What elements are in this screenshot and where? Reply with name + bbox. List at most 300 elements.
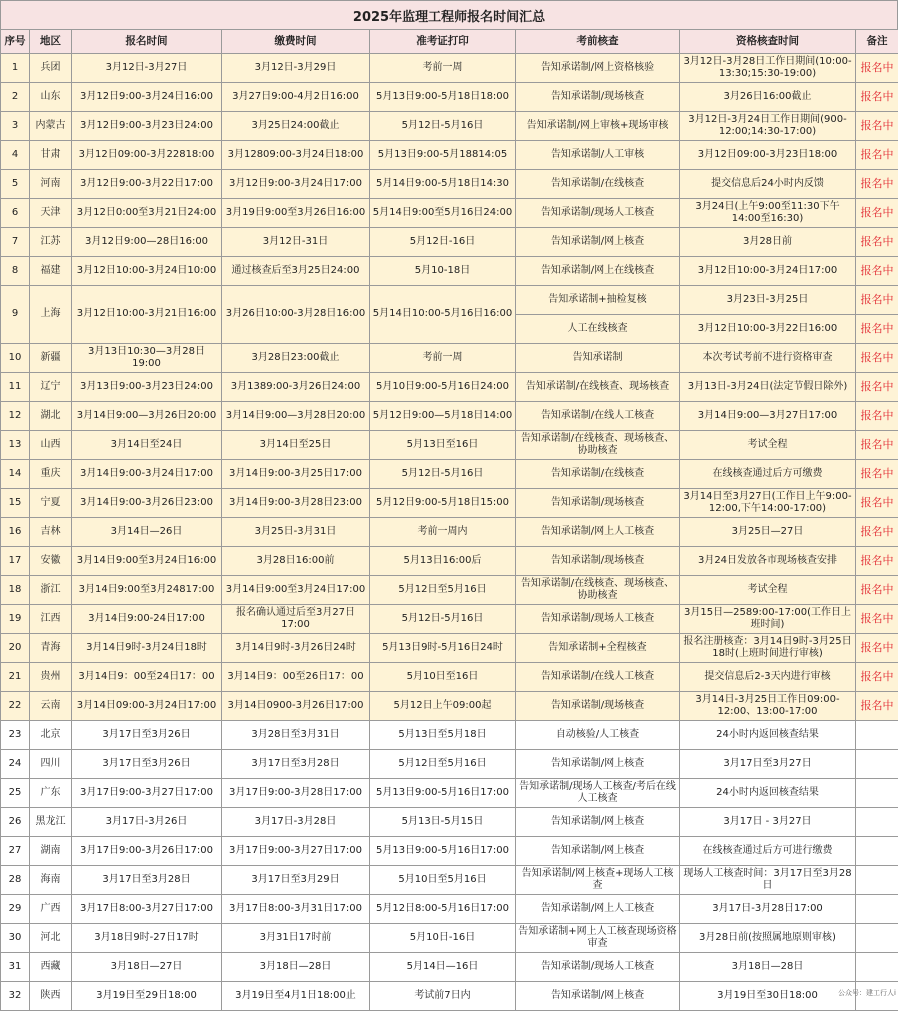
cell-qual: 现场人工核查时间：3月17日至3月28日 <box>680 866 856 895</box>
cell-reg: 3月14日09:00-3月24日17:00 <box>72 692 222 721</box>
cell-pay: 3月14日9:00—3月28日20:00 <box>222 402 370 431</box>
status-badge: 报名中 <box>856 663 898 692</box>
cell-no: 26 <box>1 808 30 837</box>
cell-check: 告知承诺制 <box>516 344 680 373</box>
cell-no: 8 <box>1 257 30 286</box>
cell-region: 安徽 <box>30 547 72 576</box>
cell-reg: 3月18日9时-27日17时 <box>72 924 222 953</box>
status-badge <box>856 721 898 750</box>
cell-check: 告知承诺制/现场人工核查 <box>516 953 680 982</box>
cell-region: 重庆 <box>30 460 72 489</box>
cell-qual: 24小时内返回核查结果 <box>680 721 856 750</box>
cell-check: 人工在线核查 <box>516 315 680 344</box>
cell-pay: 3月19日至4月1日18:00止 <box>222 982 370 1011</box>
table-row <box>1 692 898 721</box>
table-row <box>1 257 898 286</box>
cell-no: 12 <box>1 402 30 431</box>
cell-reg: 3月13日9:00-3月23日24:00 <box>72 373 222 402</box>
cell-region: 山西 <box>30 431 72 460</box>
cell-no: 23 <box>1 721 30 750</box>
cell-reg: 3月12日9:00-3月22日17:00 <box>72 170 222 199</box>
cell-no: 17 <box>1 547 30 576</box>
status-badge: 报名中 <box>856 257 898 286</box>
cell-qual: 3月17日-3月28日17:00 <box>680 895 856 924</box>
cell-no: 22 <box>1 692 30 721</box>
cell-no: 6 <box>1 199 30 228</box>
cell-pay: 3月17日至3月28日 <box>222 750 370 779</box>
cell-region: 新疆 <box>30 344 72 373</box>
cell-pay: 3月17日9:00-3月28日17:00 <box>222 779 370 808</box>
cell-reg: 3月17日-3月26日 <box>72 808 222 837</box>
cell-region: 广东 <box>30 779 72 808</box>
cell-qual: 3月17日 - 3月27日 <box>680 808 856 837</box>
cell-region: 宁夏 <box>30 489 72 518</box>
status-badge: 报名中 <box>856 170 898 199</box>
cell-reg: 3月12日9:00—28日16:00 <box>72 228 222 257</box>
status-badge: 报名中 <box>856 547 898 576</box>
table-row <box>1 808 898 837</box>
table-row <box>1 141 898 170</box>
status-badge: 报名中 <box>856 634 898 663</box>
cell-reg: 3月13日10:30—3月28日19:00 <box>72 344 222 373</box>
cell-qual: 3月23日-3月25日 <box>680 286 856 315</box>
cell-check: 告知承诺制/网上核查 <box>516 228 680 257</box>
table-body <box>1 54 898 1011</box>
cell-qual: 提交信息后2-3天内进行审核 <box>680 663 856 692</box>
cell-no: 5 <box>1 170 30 199</box>
table-row <box>1 373 898 402</box>
table-row <box>1 344 898 373</box>
cell-region: 兵团 <box>30 54 72 83</box>
cell-qual: 3月17日至3月27日 <box>680 750 856 779</box>
cell-qual: 24小时内返回核查结果 <box>680 779 856 808</box>
cell-check: 告知承诺制+全程核查 <box>516 634 680 663</box>
cell-ticket: 5月14日9:00-5月18日14:30 <box>370 170 516 199</box>
cell-ticket: 5月12日上午09:00起 <box>370 692 516 721</box>
table-row <box>1 576 898 605</box>
cell-check: 告知承诺制/网上核查+现场人工核查 <box>516 866 680 895</box>
status-badge <box>856 895 898 924</box>
cell-check: 告知承诺制/在线人工核查 <box>516 663 680 692</box>
cell-region: 山东 <box>30 83 72 112</box>
status-badge: 报名中 <box>856 83 898 112</box>
cell-check: 告知承诺制/现场核查 <box>516 547 680 576</box>
cell-ticket: 5月14日—16日 <box>370 953 516 982</box>
cell-region: 吉林 <box>30 518 72 547</box>
cell-ticket: 5月10日至5月16日 <box>370 866 516 895</box>
cell-ticket: 5月13日至16日 <box>370 431 516 460</box>
cell-reg: 3月12日10:00-3月21日16:00 <box>72 286 222 344</box>
cell-check: 告知承诺制/现场人工核查 <box>516 605 680 634</box>
cell-check: 告知承诺制/在线核查、现场核查、协助核查 <box>516 431 680 460</box>
cell-check: 告知承诺制+抽检复核 <box>516 286 680 315</box>
cell-qual: 3月18日—28日 <box>680 953 856 982</box>
table-row <box>1 199 898 228</box>
status-badge: 报名中 <box>856 315 898 344</box>
status-badge <box>856 779 898 808</box>
status-badge: 报名中 <box>856 605 898 634</box>
cell-qual: 3月25日—27日 <box>680 518 856 547</box>
cell-reg: 3月12日09:00-3月22818:00 <box>72 141 222 170</box>
table-row <box>1 547 898 576</box>
cell-pay: 3月12日-3月29日 <box>222 54 370 83</box>
footer-watermark: 公众号：建工行人i <box>838 988 896 998</box>
cell-reg: 3月14日—26日 <box>72 518 222 547</box>
table-row <box>1 431 898 460</box>
cell-no: 2 <box>1 83 30 112</box>
cell-check: 告知承诺制/在线核查、现场核查 <box>516 373 680 402</box>
cell-check: 自动核验/人工核查 <box>516 721 680 750</box>
table-row <box>1 228 898 257</box>
cell-ticket: 5月12日至5月16日 <box>370 750 516 779</box>
cell-check: 告知承诺制/网上审核+现场审核 <box>516 112 680 141</box>
cell-ticket: 5月12日9:00—5月18日14:00 <box>370 402 516 431</box>
cell-region: 四川 <box>30 750 72 779</box>
status-badge: 报名中 <box>856 460 898 489</box>
status-badge: 报名中 <box>856 344 898 373</box>
table-title: 2025年监理工程师报名时间汇总 <box>0 0 898 30</box>
cell-reg: 3月17日9:00-3月26日17:00 <box>72 837 222 866</box>
cell-pay: 3月12809:00-3月24日18:00 <box>222 141 370 170</box>
cell-no: 7 <box>1 228 30 257</box>
cell-pay: 3月14日9：00至26日17：00 <box>222 663 370 692</box>
cell-region: 上海 <box>30 286 72 344</box>
cell-pay: 通过核查后至3月25日24:00 <box>222 257 370 286</box>
cell-pay: 3月26日10:00-3月28日16:00 <box>222 286 370 344</box>
cell-region: 福建 <box>30 257 72 286</box>
cell-ticket: 考试前7日内 <box>370 982 516 1011</box>
cell-check: 告知承诺制/在线人工核查 <box>516 402 680 431</box>
cell-ticket: 考前一周 <box>370 344 516 373</box>
cell-no: 11 <box>1 373 30 402</box>
cell-region: 海南 <box>30 866 72 895</box>
cell-pay: 3月14日9:00至3月24日17:00 <box>222 576 370 605</box>
cell-pay: 3月14日至25日 <box>222 431 370 460</box>
cell-qual: 本次考试考前不进行资格审查 <box>680 344 856 373</box>
cell-region: 浙江 <box>30 576 72 605</box>
cell-region: 贵州 <box>30 663 72 692</box>
cell-pay: 3月17日9:00-3月27日17:00 <box>222 837 370 866</box>
cell-no: 4 <box>1 141 30 170</box>
cell-region: 黑龙江 <box>30 808 72 837</box>
table-row <box>1 779 898 808</box>
cell-ticket: 5月10日至16日 <box>370 663 516 692</box>
cell-check: 告知承诺制/现场核查 <box>516 83 680 112</box>
table-row <box>1 112 898 141</box>
cell-qual: 3月26日16:00截止 <box>680 83 856 112</box>
cell-pay: 报名确认通过后至3月27日17:00 <box>222 605 370 634</box>
cell-reg: 3月14日9:00-24日17:00 <box>72 605 222 634</box>
cell-region: 河南 <box>30 170 72 199</box>
cell-qual: 在线核查通过后方可进行缴费 <box>680 837 856 866</box>
cell-check: 告知承诺制/现场人工核查 <box>516 199 680 228</box>
header-row <box>1 30 898 54</box>
cell-check: 告知承诺制/网上在线核查 <box>516 257 680 286</box>
cell-ticket: 5月12日8:00-5月16日17:00 <box>370 895 516 924</box>
cell-pay: 3月28日16:00前 <box>222 547 370 576</box>
cell-region: 辽宁 <box>30 373 72 402</box>
status-badge: 报名中 <box>856 112 898 141</box>
cell-ticket: 5月12日-5月16日 <box>370 605 516 634</box>
table-row <box>1 605 898 634</box>
cell-reg: 3月12日-3月27日 <box>72 54 222 83</box>
cell-no: 1 <box>1 54 30 83</box>
cell-no: 19 <box>1 605 30 634</box>
cell-ticket: 考前一周 <box>370 54 516 83</box>
cell-qual: 3月12日09:00-3月23日18:00 <box>680 141 856 170</box>
cell-qual: 3月28日前(按照属地原则审核) <box>680 924 856 953</box>
cell-pay: 3月14日0900-3月26日17:00 <box>222 692 370 721</box>
table-row <box>1 54 898 83</box>
cell-check: 告知承诺制+网上人工核查现场资格审查 <box>516 924 680 953</box>
status-badge: 报名中 <box>856 692 898 721</box>
table-row <box>1 489 898 518</box>
cell-pay: 3月25日-3月31日 <box>222 518 370 547</box>
cell-check: 告知承诺制/在线核查、现场核查、协助核查 <box>516 576 680 605</box>
cell-check: 告知承诺制/在线核查 <box>516 460 680 489</box>
cell-qual: 3月14日至3月27日(工作日上午9:00-12:00,下午14:00-17:00) <box>680 489 856 518</box>
table-row <box>1 837 898 866</box>
cell-reg: 3月12日0:00至3月21日24:00 <box>72 199 222 228</box>
cell-no: 28 <box>1 866 30 895</box>
cell-no: 18 <box>1 576 30 605</box>
status-badge: 报名中 <box>856 489 898 518</box>
table-row <box>1 634 898 663</box>
cell-qual: 3月12日10:00-3月22日16:00 <box>680 315 856 344</box>
cell-ticket: 5月13日至5月18日 <box>370 721 516 750</box>
cell-check: 告知承诺制/网上核查 <box>516 750 680 779</box>
cell-no: 21 <box>1 663 30 692</box>
cell-qual: 3月15日—2589:00-17:00(工作日上班时间) <box>680 605 856 634</box>
cell-region: 广西 <box>30 895 72 924</box>
cell-region: 西藏 <box>30 953 72 982</box>
cell-pay: 3月17日8:00-3月31日17:00 <box>222 895 370 924</box>
cell-pay: 3月17日-3月28日 <box>222 808 370 837</box>
cell-pay: 3月14日9时-3月26日24时 <box>222 634 370 663</box>
cell-qual: 3月28日前 <box>680 228 856 257</box>
col-header: 备注 <box>856 30 898 54</box>
cell-region: 北京 <box>30 721 72 750</box>
cell-ticket: 5月10日-16日 <box>370 924 516 953</box>
cell-reg: 3月14日9时-3月24日18时 <box>72 634 222 663</box>
cell-pay: 3月17日至3月29日 <box>222 866 370 895</box>
cell-no: 27 <box>1 837 30 866</box>
status-badge: 报名中 <box>856 286 898 315</box>
cell-reg: 3月14日9：00至24日17：00 <box>72 663 222 692</box>
table-row <box>1 924 898 953</box>
cell-qual: 3月12日10:00-3月24日17:00 <box>680 257 856 286</box>
table-row <box>1 953 898 982</box>
cell-pay: 3月19日9:00至3月26日16:00 <box>222 199 370 228</box>
cell-ticket: 考前一周内 <box>370 518 516 547</box>
cell-qual: 3月13日-3月24日(法定节假日除外) <box>680 373 856 402</box>
cell-reg: 3月17日至3月28日 <box>72 866 222 895</box>
cell-reg: 3月12日10:00-3月24日10:00 <box>72 257 222 286</box>
cell-pay: 3月25日24:00截止 <box>222 112 370 141</box>
cell-qual: 考试全程 <box>680 576 856 605</box>
cell-reg: 3月19日至29日18:00 <box>72 982 222 1011</box>
cell-ticket: 5月12日-5月16日 <box>370 460 516 489</box>
table-row <box>1 286 898 315</box>
cell-no: 20 <box>1 634 30 663</box>
cell-qual: 3月24日发放各市现场核查安排 <box>680 547 856 576</box>
table-row <box>1 721 898 750</box>
cell-no: 9 <box>1 286 30 344</box>
cell-no: 30 <box>1 924 30 953</box>
table-row <box>1 83 898 112</box>
cell-no: 32 <box>1 982 30 1011</box>
table-row <box>1 518 898 547</box>
cell-qual: 3月14日9:00—3月27日17:00 <box>680 402 856 431</box>
status-badge: 报名中 <box>856 228 898 257</box>
cell-ticket: 5月12日至5月16日 <box>370 576 516 605</box>
cell-qual: 3月12日-3月28日工作日期间(10:00-13:30;15:30-19:00) <box>680 54 856 83</box>
col-header: 准考证打印 <box>370 30 516 54</box>
cell-pay: 3月27日9:00-4月2日16:00 <box>222 83 370 112</box>
status-badge <box>856 866 898 895</box>
cell-region: 陕西 <box>30 982 72 1011</box>
cell-ticket: 5月12日-16日 <box>370 228 516 257</box>
cell-ticket: 5月13日16:00后 <box>370 547 516 576</box>
col-header: 地区 <box>30 30 72 54</box>
cell-no: 25 <box>1 779 30 808</box>
table-row <box>1 402 898 431</box>
col-header: 序号 <box>1 30 30 54</box>
cell-qual: 报名注册核查：3月14日9时-3月25日18时(上班时间进行审核) <box>680 634 856 663</box>
table-row <box>1 895 898 924</box>
cell-reg: 3月12日9:00-3月23日24:00 <box>72 112 222 141</box>
cell-qual: 在线核查通过后方可缴费 <box>680 460 856 489</box>
cell-region: 云南 <box>30 692 72 721</box>
cell-no: 16 <box>1 518 30 547</box>
status-badge: 报名中 <box>856 402 898 431</box>
cell-region: 天津 <box>30 199 72 228</box>
status-badge <box>856 837 898 866</box>
table-row <box>1 460 898 489</box>
cell-pay: 3月1389:00-3月26日24:00 <box>222 373 370 402</box>
cell-ticket: 5月13日9:00-5月16日17:00 <box>370 837 516 866</box>
status-badge <box>856 750 898 779</box>
table-row <box>1 982 898 1011</box>
cell-region: 江苏 <box>30 228 72 257</box>
status-badge: 报名中 <box>856 576 898 605</box>
cell-no: 13 <box>1 431 30 460</box>
cell-reg: 3月18日—27日 <box>72 953 222 982</box>
cell-ticket: 5月13日9:00-5月18814:05 <box>370 141 516 170</box>
cell-qual: 3月19日至30日18:00 <box>680 982 856 1011</box>
cell-no: 14 <box>1 460 30 489</box>
col-header: 考前核查 <box>516 30 680 54</box>
cell-pay: 3月28日23:00截止 <box>222 344 370 373</box>
cell-no: 3 <box>1 112 30 141</box>
cell-ticket: 5月13日-5月15日 <box>370 808 516 837</box>
cell-qual: 3月24日(上午9:00至11:30下午14:00至16:30) <box>680 199 856 228</box>
cell-pay: 3月14日9:00-3月28日23:00 <box>222 489 370 518</box>
cell-region: 江西 <box>30 605 72 634</box>
cell-reg: 3月17日8:00-3月27日17:00 <box>72 895 222 924</box>
cell-qual: 3月12日-3月24日工作日期间(900-12:00;14:30-17:00) <box>680 112 856 141</box>
cell-region: 甘肃 <box>30 141 72 170</box>
col-header: 资格核查时间 <box>680 30 856 54</box>
status-badge: 报名中 <box>856 518 898 547</box>
table-row <box>1 170 898 199</box>
cell-qual: 3月14日-3月25日工作日09:00-12:00、13:00-17:00 <box>680 692 856 721</box>
cell-region: 青海 <box>30 634 72 663</box>
cell-ticket: 5月13日9:00-5月16日17:00 <box>370 779 516 808</box>
status-badge: 报名中 <box>856 141 898 170</box>
status-badge: 报名中 <box>856 54 898 83</box>
cell-no: 10 <box>1 344 30 373</box>
cell-qual: 提交信息后24小时内反馈 <box>680 170 856 199</box>
cell-reg: 3月14日9:00至3月24日16:00 <box>72 547 222 576</box>
cell-no: 29 <box>1 895 30 924</box>
col-header: 缴费时间 <box>222 30 370 54</box>
cell-reg: 3月17日至3月26日 <box>72 721 222 750</box>
cell-check: 告知承诺制/现场核查 <box>516 692 680 721</box>
status-badge: 报名中 <box>856 373 898 402</box>
cell-ticket: 5月12日9:00-5月18日15:00 <box>370 489 516 518</box>
cell-check: 告知承诺制/网上核查 <box>516 837 680 866</box>
cell-region: 湖北 <box>30 402 72 431</box>
cell-region: 湖南 <box>30 837 72 866</box>
cell-check: 告知承诺制/网上核查 <box>516 808 680 837</box>
cell-reg: 3月14日至24日 <box>72 431 222 460</box>
cell-check: 告知承诺制/现场核查 <box>516 489 680 518</box>
cell-no: 24 <box>1 750 30 779</box>
registration-table <box>0 29 898 1011</box>
cell-check: 告知承诺制/人工审核 <box>516 141 680 170</box>
cell-check: 告知承诺制/现场人工核查/考后在线人工核查 <box>516 779 680 808</box>
cell-check: 告知承诺制/在线核查 <box>516 170 680 199</box>
cell-qual: 考试全程 <box>680 431 856 460</box>
cell-pay: 3月28日至3月31日 <box>222 721 370 750</box>
cell-reg: 3月14日9:00—3月26日20:00 <box>72 402 222 431</box>
status-badge <box>856 808 898 837</box>
table-row <box>1 750 898 779</box>
cell-no: 31 <box>1 953 30 982</box>
col-header: 报名时间 <box>72 30 222 54</box>
cell-ticket: 5月14日9:00至5月16日24:00 <box>370 199 516 228</box>
cell-ticket: 5月14日10:00-5月16日16:00 <box>370 286 516 344</box>
cell-ticket: 5月10日9:00-5月16日24:00 <box>370 373 516 402</box>
cell-ticket: 5月12日-5月16日 <box>370 112 516 141</box>
cell-no: 15 <box>1 489 30 518</box>
status-badge: 报名中 <box>856 199 898 228</box>
cell-pay: 3月12日9:00-3月24日17:00 <box>222 170 370 199</box>
cell-pay: 3月18日—28日 <box>222 953 370 982</box>
cell-pay: 3月31日17时前 <box>222 924 370 953</box>
cell-reg: 3月14日9:00至3月24817:00 <box>72 576 222 605</box>
cell-region: 内蒙古 <box>30 112 72 141</box>
cell-check: 告知承诺制/网上人工核查 <box>516 895 680 924</box>
cell-ticket: 5月13日9时-5月16日24时 <box>370 634 516 663</box>
table-row <box>1 663 898 692</box>
status-badge <box>856 924 898 953</box>
cell-ticket: 5月10-18日 <box>370 257 516 286</box>
status-badge <box>856 953 898 982</box>
cell-pay: 3月14日9:00-3月25日17:00 <box>222 460 370 489</box>
cell-ticket: 5月13日9:00-5月18日18:00 <box>370 83 516 112</box>
cell-reg: 3月14日9:00-3月24日17:00 <box>72 460 222 489</box>
cell-reg: 3月12日9:00-3月24日16:00 <box>72 83 222 112</box>
cell-pay: 3月12日-31日 <box>222 228 370 257</box>
status-badge: 报名中 <box>856 431 898 460</box>
cell-check: 告知承诺制/网上人工核查 <box>516 518 680 547</box>
cell-reg: 3月17日至3月26日 <box>72 750 222 779</box>
cell-reg: 3月17日9:00-3月27日17:00 <box>72 779 222 808</box>
table-row <box>1 866 898 895</box>
cell-region: 河北 <box>30 924 72 953</box>
